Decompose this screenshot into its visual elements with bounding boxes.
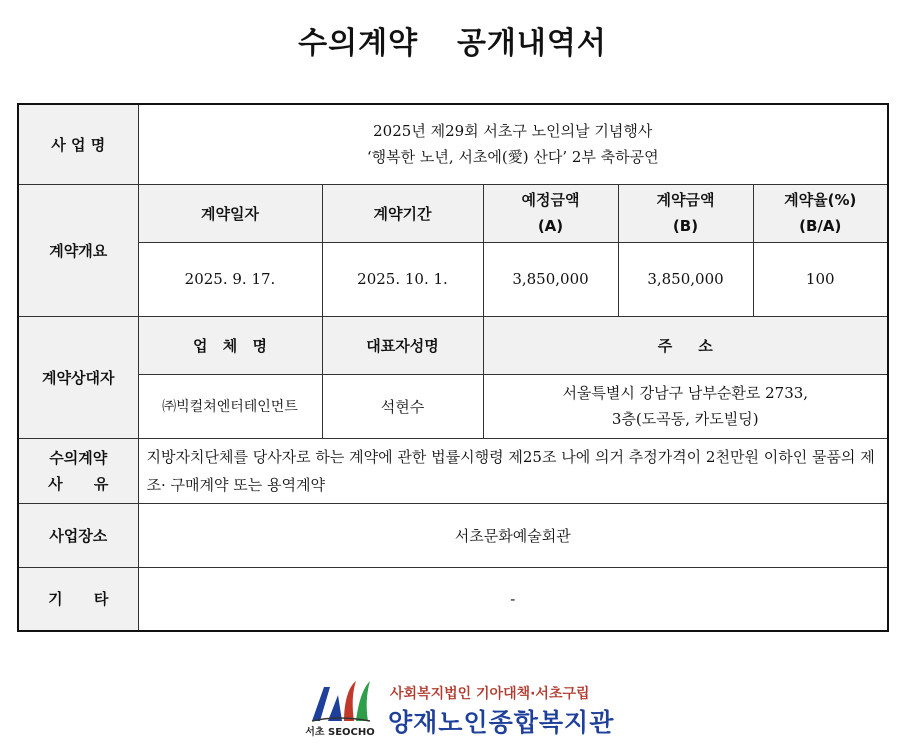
value-address-l2: 3층(도곡동, 카도빌딩) — [611, 410, 759, 428]
value-contract-rate: 100 — [753, 242, 888, 316]
project-name-line1: 2025년 제29회 서초구 노인의날 기념행사 — [373, 122, 653, 141]
overview-value-row — [18, 242, 888, 316]
header-contract-amount — [618, 184, 753, 242]
etc-label: 기 타 — [18, 567, 138, 631]
header-estimated-amount-l1: 예정금액 — [521, 191, 580, 209]
value-contract-period: 2025. 10. 1. — [322, 242, 483, 316]
counterparty-value-row — [18, 374, 888, 438]
header-estimated-amount — [483, 184, 618, 242]
etc-value: - — [138, 567, 888, 631]
header-estimated-amount-l2: (A) — [537, 217, 564, 235]
header-address: 주 소 — [483, 316, 888, 374]
value-contract-date: 2025. 9. 17. — [138, 242, 322, 316]
project-label: 사 업 명 — [18, 104, 138, 184]
value-company: ㈜빅컬쳐엔터테인먼트 — [138, 374, 322, 438]
value-address-l1: 서울특별시 강남구 남부순환로 2733, — [562, 384, 809, 402]
project-row — [18, 104, 888, 184]
organization-subtitle: 사회복지법인 기아대책·서초구립 — [390, 686, 590, 702]
reason-label — [18, 438, 138, 503]
seocho-logo-icon — [298, 673, 382, 739]
header-company: 업 체 명 — [138, 316, 322, 374]
counterparty-header-row — [18, 316, 888, 374]
venue-label: 사업장소 — [18, 503, 138, 567]
header-contract-rate-l2: (B/A) — [799, 217, 842, 235]
reason-row — [18, 438, 888, 503]
value-contract-amount: 3,850,000 — [618, 242, 753, 316]
venue-row — [18, 503, 888, 567]
header-contract-date: 계약일자 — [138, 184, 322, 242]
organization-name: 양재노인종합복지관 — [388, 708, 615, 737]
counterparty-label: 계약상대자 — [18, 316, 138, 438]
footer-branding — [298, 673, 618, 745]
header-representative: 대표자성명 — [322, 316, 483, 374]
header-contract-amount-l1: 계약금액 — [656, 191, 715, 209]
etc-row — [18, 567, 888, 631]
value-representative: 석현수 — [322, 374, 483, 438]
header-contract-rate-l1: 계약율(%) — [784, 191, 857, 209]
value-estimated-amount: 3,850,000 — [483, 242, 618, 316]
page-title: 수의계약 공개내역서 — [298, 26, 607, 61]
reason-label-l1: 수의계약 — [49, 448, 108, 467]
disclosure-table — [17, 103, 889, 632]
header-contract-rate — [753, 184, 888, 242]
venue-value: 서초문화예술회관 — [138, 503, 888, 567]
reason-text: 지방자치단체를 당사자로 하는 계약에 관한 법률시행령 제25조 나에 의거 추정가격이 2천만원 이하인 물품의 제조· 구매계약 또는 용역계약 — [138, 438, 888, 503]
header-contract-period: 계약기간 — [322, 184, 483, 242]
project-name — [138, 104, 888, 184]
overview-header-row — [18, 184, 888, 242]
overview-label: 계약개요 — [18, 184, 138, 316]
reason-label-l2: 사 유 — [48, 474, 109, 493]
project-name-line2: ‘행복한 노년, 서초에(愛) 산다’ 2부 축하공연 — [366, 148, 659, 167]
value-address — [483, 374, 888, 438]
header-contract-amount-l2: (B) — [672, 217, 699, 235]
logo-text: 서초 SEOCHO — [305, 727, 375, 738]
